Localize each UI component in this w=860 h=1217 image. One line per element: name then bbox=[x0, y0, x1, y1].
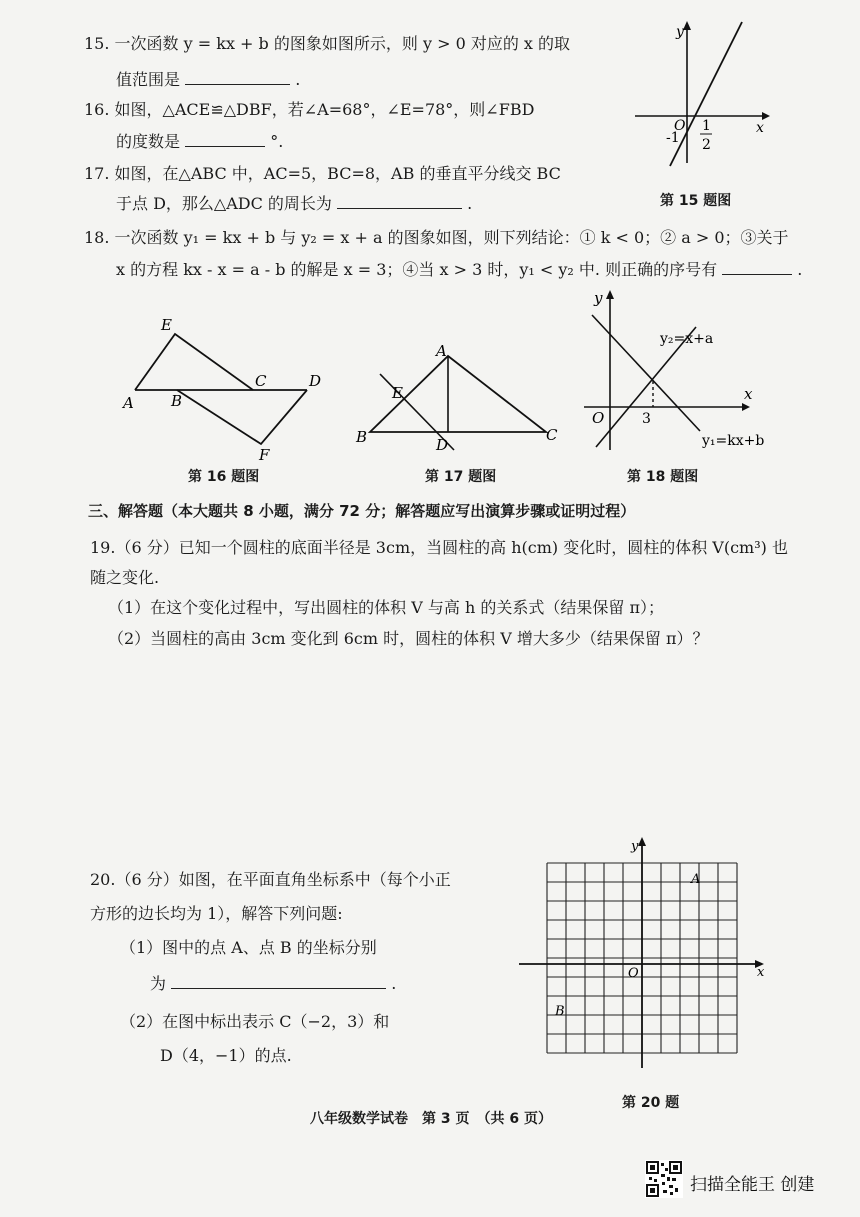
fig18-line1-label: y₁=kx+b bbox=[702, 433, 765, 449]
q20-answer-blank[interactable] bbox=[171, 972, 386, 989]
q20-intro-line1: 20.（6 分）如图，在平面直角坐标系中（每个小正 bbox=[90, 870, 451, 889]
q20-part1-line2 bbox=[150, 972, 396, 996]
fig15-tick-neg1: -1 bbox=[666, 130, 680, 146]
q20-part1-line1: （1）图中的点 A、点 B 的坐标分别 bbox=[120, 938, 377, 957]
fig20-origin-label: O bbox=[628, 966, 639, 981]
fig15-y-label: y bbox=[676, 24, 684, 40]
q19-part1: （1）在这个变化过程中，写出圆柱的体积 V 与高 h 的关系式（结果保留 π）； bbox=[108, 598, 664, 617]
fig17-label-e: E bbox=[392, 384, 403, 402]
fig18-y-arrow bbox=[606, 290, 614, 299]
fig15-x-label: x bbox=[756, 120, 764, 136]
fig16-triangle-dbf bbox=[177, 390, 307, 444]
fig16-triangle-ace bbox=[135, 334, 253, 390]
fig20-y-arrow bbox=[638, 837, 646, 846]
fig20-x-label: x bbox=[757, 965, 765, 980]
q19-intro-line2: 随之变化. bbox=[90, 568, 160, 587]
fig16-caption: 第 16 题图 bbox=[188, 469, 260, 485]
q20-part1-end: . bbox=[391, 974, 397, 993]
q15-text-line2: 值范围是 bbox=[116, 70, 181, 89]
fig18-line2-label: y₂=x+a bbox=[660, 331, 714, 347]
figure-17 bbox=[350, 340, 570, 455]
q17-text-line1: 如图，在△ABC 中，AC=5，BC=8，AB 的垂直平分线交 BC bbox=[114, 164, 561, 183]
qr-code-icon bbox=[645, 1160, 683, 1198]
fig15-origin-label: O bbox=[674, 118, 686, 134]
fig17-caption: 第 17 题图 bbox=[425, 469, 497, 485]
page-footer: 八年级数学试卷 第 3 页 （共 6 页） bbox=[310, 1111, 552, 1127]
fig16-label-d: D bbox=[309, 372, 322, 390]
q18-text-line1: 一次函数 y₁ = kx + b 与 y₂ = x + a 的图象如图，则下列结论：① k < 0；② a > 0；③关于 bbox=[114, 228, 789, 247]
q19-part2: （2）当圆柱的高由 3cm 变化到 6cm 时，圆柱的体积 V 增大多少（结果保留 π）？ bbox=[108, 629, 709, 648]
q15-number: 15. bbox=[84, 34, 110, 53]
fig18-y-label: y bbox=[594, 289, 603, 307]
fig18-origin-label: O bbox=[592, 409, 605, 427]
figure-16 bbox=[115, 312, 345, 462]
fig17-label-d: D bbox=[436, 436, 449, 454]
fig16-label-f: F bbox=[259, 446, 270, 462]
q17-line1 bbox=[84, 162, 561, 186]
figure-20-grid[interactable] bbox=[515, 836, 775, 1071]
fig16-label-a: A bbox=[123, 394, 134, 412]
fig17-label-c: C bbox=[546, 426, 558, 444]
q17-end: . bbox=[467, 194, 473, 213]
q17-number: 17. bbox=[84, 164, 110, 183]
q18-end: . bbox=[797, 260, 803, 279]
q18-line1 bbox=[84, 226, 789, 250]
fig20-y-label: y bbox=[631, 839, 639, 854]
fig15-tick-numerator: 1 bbox=[702, 118, 711, 134]
q20-part2-line2: D（4，−1）的点. bbox=[160, 1046, 292, 1065]
q15-text-line1: 一次函数 y = kx + b 的图象如图所示，则 y > 0 对应的 x 的取 bbox=[114, 34, 571, 53]
q16-line1 bbox=[84, 98, 534, 122]
fig18-tick-3: 3 bbox=[642, 411, 651, 427]
figure-15 bbox=[630, 18, 770, 168]
q15-line2 bbox=[116, 68, 300, 92]
q20-part1-prefix: 为 bbox=[150, 974, 167, 993]
q16-text-line1: 如图，△ACE≌△DBF，若∠A=68°，∠E=78°，则∠FBD bbox=[114, 100, 535, 119]
fig16-label-e: E bbox=[161, 316, 172, 334]
fig17-label-a: A bbox=[436, 342, 447, 360]
q16-line2 bbox=[116, 130, 283, 154]
q20-intro-line2: 方形的边长均为 1），解答下列问题: bbox=[90, 904, 343, 923]
q16-answer-blank[interactable] bbox=[185, 130, 265, 147]
fig15-x-arrow bbox=[762, 112, 770, 120]
figure-18 bbox=[580, 285, 770, 460]
q17-answer-blank[interactable] bbox=[337, 192, 462, 209]
q18-line2 bbox=[116, 258, 802, 282]
fig18-x-arrow bbox=[742, 403, 750, 411]
q17-line2 bbox=[116, 192, 472, 216]
fig18-x-label: x bbox=[744, 385, 753, 403]
fig17-label-b: B bbox=[356, 428, 368, 446]
fig15-caption: 第 15 题图 bbox=[660, 193, 732, 209]
fig16-label-b: B bbox=[171, 392, 183, 410]
fig18-caption: 第 18 题图 bbox=[627, 469, 699, 485]
fig20-caption: 第 20 题 bbox=[622, 1095, 680, 1111]
q18-text-line2: x 的方程 kx - x = a - b 的解是 x = 3；④当 x > 3 时，y₁ < y₂ 中. 则正确的序号有 bbox=[116, 260, 718, 279]
section3-title: 三、解答题（本大题共 8 小题，满分 72 分；解答题应写出演算步骤或证明过程） bbox=[88, 502, 636, 520]
q16-text-line2: 的度数是 bbox=[116, 132, 181, 151]
q18-number: 18. bbox=[84, 228, 110, 247]
q15-answer-blank[interactable] bbox=[185, 68, 290, 85]
q17-text-line2: 于点 D，那么△ADC 的周长为 bbox=[116, 194, 332, 213]
fig15-y-arrow bbox=[683, 21, 691, 30]
q15-end: . bbox=[295, 70, 301, 89]
q15-line1 bbox=[84, 32, 570, 56]
fig16-label-c: C bbox=[255, 372, 267, 390]
fig15-tick-denominator: 2 bbox=[702, 137, 711, 153]
fig20-point-b: B bbox=[555, 1004, 565, 1019]
fig20-point-a: A bbox=[691, 872, 701, 887]
q16-end: °. bbox=[270, 132, 284, 151]
q19-intro-line1: 19.（6 分）已知一个圆柱的底面半径是 3cm，当圆柱的高 h(cm) 变化时，圆柱的体积 V(cm³) 也 bbox=[90, 538, 788, 557]
q20-part2-line1: （2）在图中标出表示 C（−2，3）和 bbox=[120, 1012, 390, 1031]
q16-number: 16. bbox=[84, 100, 110, 119]
q18-answer-blank[interactable] bbox=[722, 258, 792, 275]
watermark-text: 扫描全能王 创建 bbox=[690, 1175, 815, 1195]
